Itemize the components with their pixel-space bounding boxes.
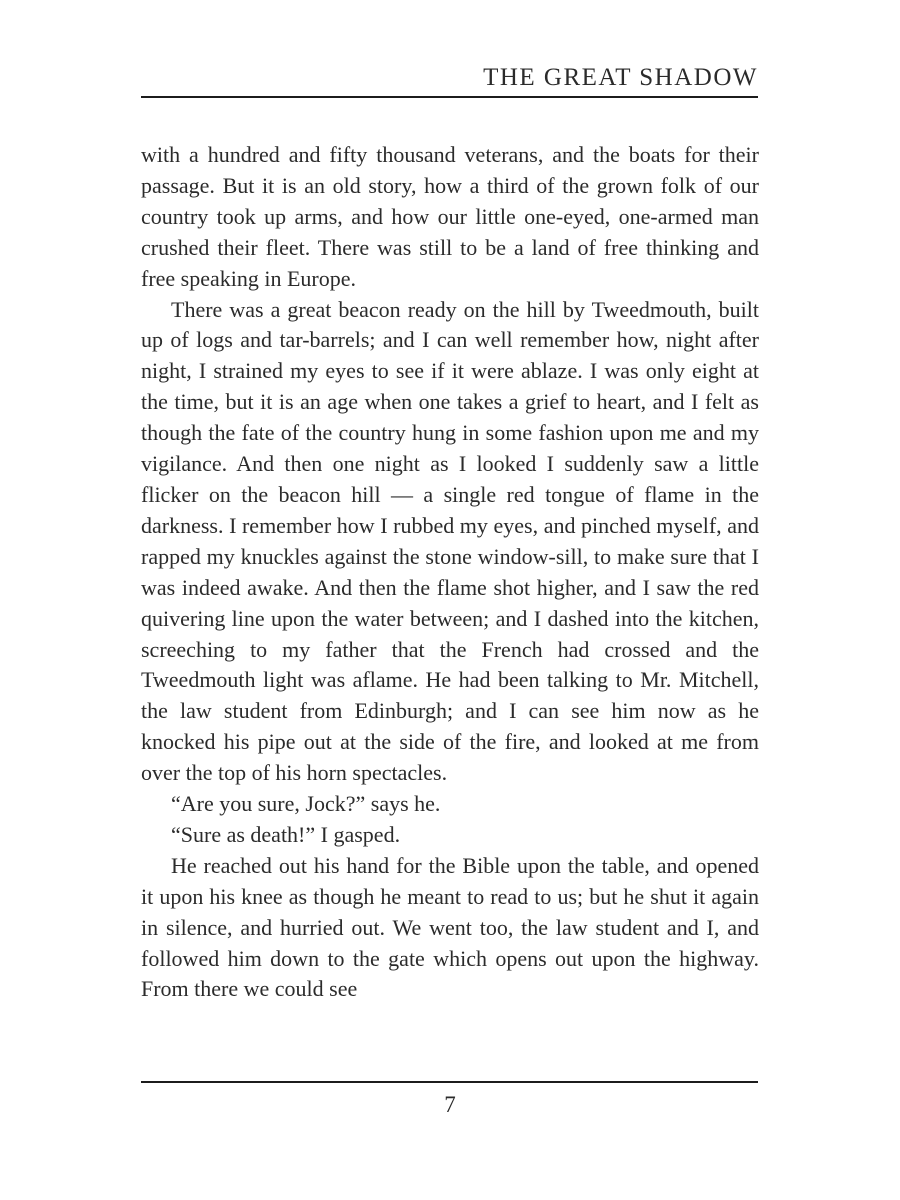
page-body <box>141 140 759 1005</box>
paragraph: “Sure as death!” I gasped. <box>171 821 401 847</box>
paragraph: He reached out his hand for the Bible upon the table, and opened it upon his knee as though he meant to read to us; but he shut it again in silence, and hurried out. We went too, the law student and I, and followed him down to the gate which opens out upon the highway. From there we could see <box>141 852 759 1002</box>
paragraph: with a hundred and fifty thousand veterans, and the boats for their passage. But it is an old story, how a third of the grown folk of our country took up arms, and how our little one-eyed, one-armed man crushed their fleet. There was still to be a land of free thinking and free speaking in Europe. <box>141 142 759 291</box>
paragraph: “Are you sure, Jock?” says he. <box>171 791 441 817</box>
page-number: 7 <box>444 1092 456 1117</box>
running-header-title: THE GREAT SHADOW <box>483 64 758 91</box>
footer-rule <box>141 1081 758 1083</box>
header-rule <box>141 96 758 98</box>
paragraph: There was a great beacon ready on the hill by Tweedmouth, built up of logs and tar-barrels; and I can well remember how, night after night, I strained my eyes to see if it were ablaze. I was only eight at the time, but it is an age when one takes a grief to heart, and I felt as though the fate of the country hung in some fashion upon me and my vigilance. And then one night as I looked I suddenly saw a little flicker on the beacon hill — a single red tongue of flame in the darkness. I remember how I rubbed my eyes, and pinched myself, and rapped my knuckles against the stone window-sill, to make sure that I was indeed awake. And then the flame shot higher, and I saw the red quivering line upon the water between; and I dashed into the kitchen, screeching to my father that the French had crossed and the Tweedmouth light was aflame. He had been talking to Mr. Mitchell, the law student from Edinburgh; and I can see him now as he knocked his pipe out at the side of the fire, and looked at me from over the top of his horn spectacles. <box>141 296 759 786</box>
